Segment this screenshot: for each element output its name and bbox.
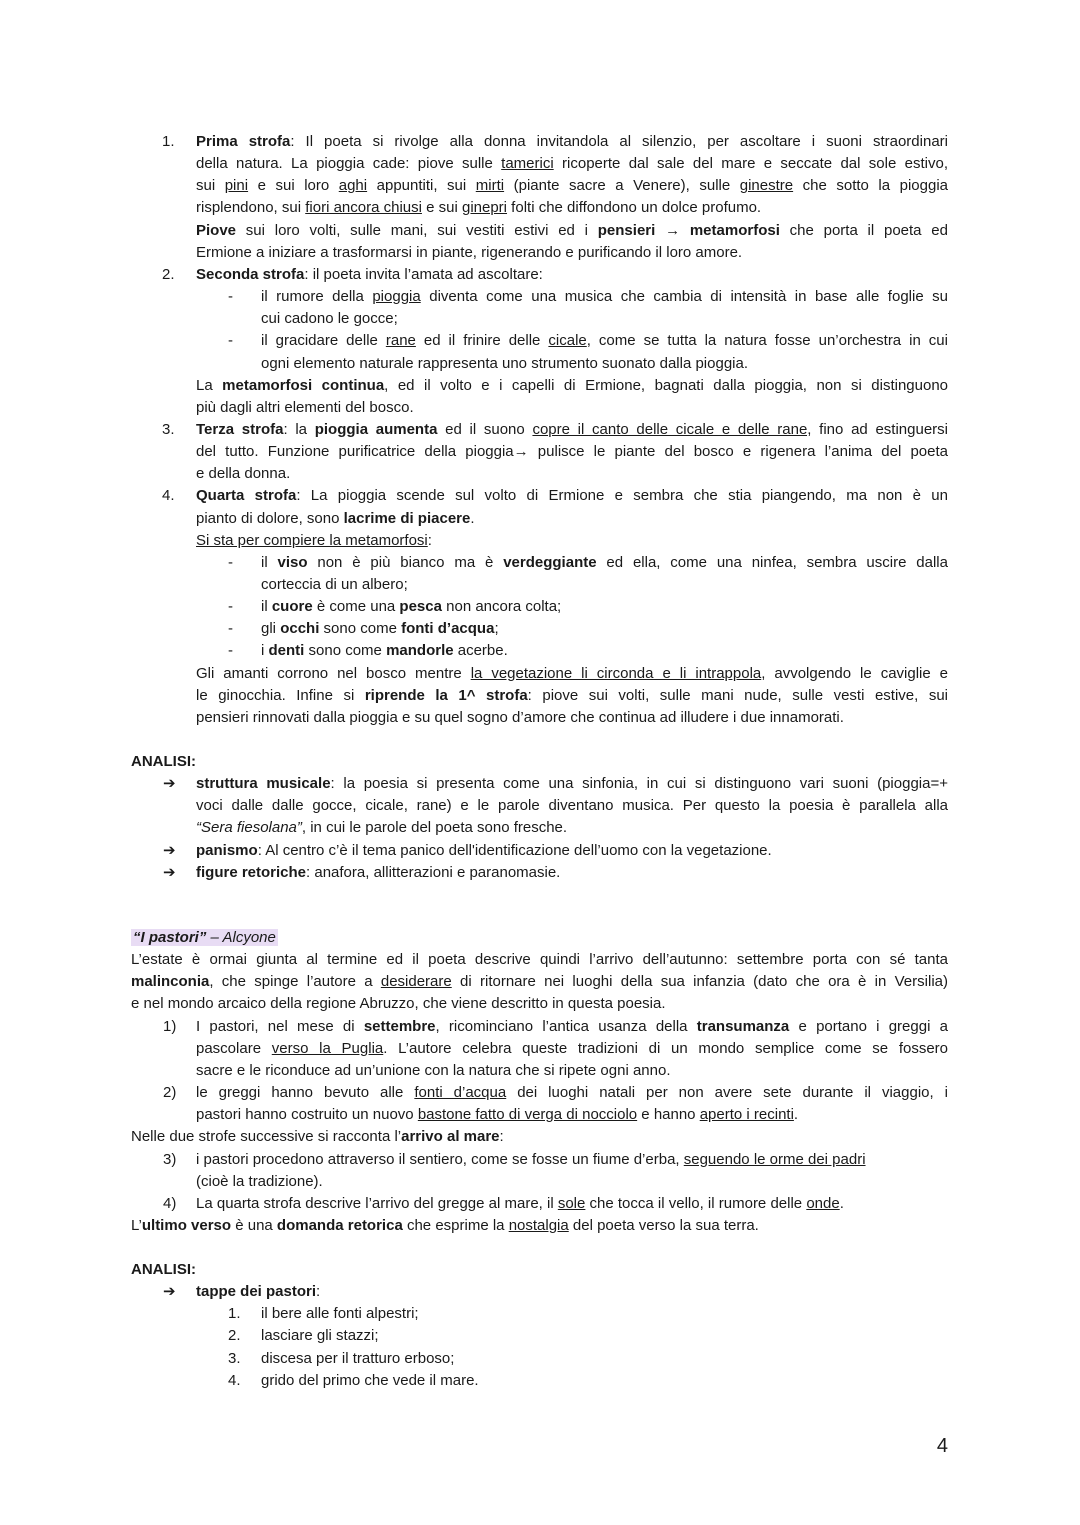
pastori-line: pastori hanno costruito un nuovo bastone fatto di verga di nocciolo e hanno aperto i recinti. bbox=[196, 1106, 799, 1124]
bullet-line: il viso non è più bianco ma è verdeggiante ed ella, come una ninfea, sembra uscire dalla bbox=[261, 553, 948, 571]
list-number: 1. bbox=[228, 1305, 241, 1323]
bullet-line: cui cadono le gocce; bbox=[261, 310, 398, 328]
list-number: 1) bbox=[163, 1017, 177, 1035]
dash-bullet: - bbox=[228, 288, 233, 306]
intro-line: L’estate è ormai giunta al termine ed il poeta descrive quindi l’arrivo dell’autunno: settembre porta con sé tanta bbox=[131, 951, 948, 969]
dash-bullet: - bbox=[228, 598, 233, 616]
text-line: più dagli altri elementi del bosco. bbox=[196, 398, 414, 416]
list-number: 2. bbox=[162, 265, 175, 283]
dash-bullet: - bbox=[228, 620, 233, 638]
bullet-line: il cuore è come una pesca non ancora colta; bbox=[261, 598, 562, 616]
dash-bullet: - bbox=[228, 642, 233, 660]
tappa-line: lasciare gli stazzi; bbox=[261, 1327, 379, 1345]
strofa-line: Ermione a iniziare a trasformarsi in piante, rigenerando e purificando il loro amore. bbox=[196, 243, 743, 261]
pastori-line: i pastori procedono attraverso il sentiero, come se fosse un fiume d’erba, seguendo le orme dei padri bbox=[196, 1150, 866, 1168]
analysis-line: tappe dei pastori: bbox=[196, 1283, 321, 1301]
bullet-line: ogni elemento naturale rappresenta uno strumento suonato dalla pioggia. bbox=[261, 354, 749, 372]
list-number: 4. bbox=[228, 1371, 241, 1389]
analysis-line: struttura musicale: la poesia si presenta come una sinfonia, in cui si distinguono vari suoni (pioggia=+ bbox=[196, 775, 948, 793]
list-number: 3. bbox=[162, 420, 175, 438]
dash-bullet: - bbox=[228, 553, 233, 571]
analysis-line: voci dalle dalle gocce, cicale, rane) e le parole diventano musica. Per questo la poesia è parallela alla bbox=[196, 797, 948, 815]
strofa-line: pianto di dolore, sono lacrime di piacere. bbox=[196, 509, 475, 527]
section-heading: ANALISI: bbox=[131, 1261, 196, 1278]
pastori-line: (cioè la tradizione). bbox=[196, 1172, 323, 1190]
list-number: 3. bbox=[228, 1349, 241, 1367]
pastori-line: le greggi hanno bevuto alle fonti d’acqua dei luoghi natali per non avere sete durante il viaggio, i bbox=[196, 1084, 948, 1102]
strofa-line: Seconda strofa: il poeta invita l’amata ad ascoltare: bbox=[196, 265, 543, 283]
list-number: 4) bbox=[163, 1194, 177, 1212]
arrow-icon: ➔ bbox=[163, 775, 176, 793]
strofa-line: Quarta strofa: La pioggia scende sul volto di Ermione e sembra che stia piangendo, ma non è un bbox=[196, 487, 948, 505]
strofa-line: Si sta per compiere la metamorfosi: bbox=[196, 531, 432, 549]
strofa-line: della natura. La pioggia cade: piove sulle tamerici ricoperte dal sale del mare e seccate dal sole estivo, bbox=[196, 155, 948, 173]
page-number: 4 bbox=[936, 1435, 948, 1457]
strofa-line: Piove sui loro volti, sulle mani, sui vestiti estivi ed i pensieri → metamorfosi che porta il poeta ed bbox=[196, 221, 948, 239]
bullet-line: corteccia di un albero; bbox=[261, 576, 408, 593]
strofa-line: sui pini e sui loro aghi appuntiti, sui mirti (piante sacre a Venere), sulle ginestre che sotto la pioggia bbox=[196, 177, 948, 195]
text-line: e della donna. bbox=[196, 465, 291, 483]
list-number: 2) bbox=[163, 1084, 177, 1102]
arrow-icon: ➔ bbox=[163, 841, 176, 859]
bullet-line: i denti sono come mandorle acerbe. bbox=[261, 642, 508, 660]
section-heading: ANALISI: bbox=[131, 753, 196, 770]
text-line: La metamorfosi continua, ed il volto e i capelli di Ermione, bagnati dalla pioggia, non si distinguono bbox=[196, 376, 948, 394]
text-line: Gli amanti corrono nel bosco mentre la vegetazione li circonda e li intrappola, avvolgendo le caviglie e bbox=[196, 664, 949, 682]
pastori-mid: Nelle due strofe successive si racconta l’arrivo al mare: bbox=[131, 1128, 504, 1146]
arrow-icon: ➔ bbox=[163, 1283, 176, 1301]
text-line: pensieri rinnovati dalla pioggia e su quel sogno d’amore che continua ad illudere i due innamorati. bbox=[196, 708, 844, 726]
pastori-line: sacre e le riconduce ad un’unione con la natura che si ripete ogni anno. bbox=[196, 1061, 671, 1079]
pastori-line: pascolare verso la Puglia. L’autore celebra queste tradizioni di un mondo semplice come se fossero bbox=[196, 1039, 949, 1057]
pastori-line: La quarta strofa descrive l’arrivo del gregge al mare, il sole che tocca il vello, il rumore delle onde. bbox=[196, 1194, 844, 1212]
analysis-line: figure retoriche: anafora, allitterazioni e paranomasie. bbox=[196, 863, 561, 881]
analysis-line: panismo: Al centro c’è il tema panico dell'identificazione dell’uomo con la vegetazione. bbox=[196, 841, 772, 859]
tappa-line: discesa per il tratturo erboso; bbox=[261, 1349, 455, 1367]
dash-bullet: - bbox=[228, 332, 233, 350]
intro-line: malinconia, che spinge l’autore a desiderare di ritornare nei luoghi della sua infanzia (dato che ora è in Versilia) bbox=[131, 973, 948, 991]
strofa-line: Prima strofa: Il poeta si rivolge alla donna invitandola al silenzio, per ascoltare i suoni straordinari bbox=[196, 133, 948, 150]
bullet-line: gli occhi sono come fonti d’acqua; bbox=[261, 620, 499, 638]
text-line: del tutto. Funzione purificatrice della pioggia→ pulisce le piante del bosco e rigenera l’anima del poeta bbox=[196, 443, 948, 461]
list-number: 4. bbox=[162, 487, 175, 505]
pastori-last: L’ultimo verso è una domanda retorica che esprime la nostalgia del poeta verso la sua terra. bbox=[131, 1216, 759, 1234]
strofa-line: risplendono, sui fiori ancora chiusi e sui ginepri folti che diffondono un dolce profumo. bbox=[196, 199, 762, 217]
text-line: Terza strofa: la pioggia aumenta ed il suono copre il canto delle cicale e delle rane, fino ad estinguersi bbox=[196, 420, 948, 438]
tappa-line: grido del primo che vede il mare. bbox=[261, 1371, 479, 1389]
arrow-icon: ➔ bbox=[163, 863, 176, 881]
intro-line: e nel mondo arcaico della regione Abruzzo, che viene descritto in questa poesia. bbox=[131, 995, 666, 1013]
pastori-line: I pastori, nel mese di settembre, ricominciano l’antica usanza della transumanza e portano i greggi a bbox=[196, 1017, 948, 1035]
tappa-line: il bere alle fonti alpestri; bbox=[261, 1305, 419, 1323]
analysis-line: “Sera fiesolana”, in cui le parole del poeta sono fresche. bbox=[196, 819, 568, 837]
list-number: 1. bbox=[162, 133, 175, 150]
list-number: 3) bbox=[163, 1150, 177, 1168]
bullet-line: il rumore della pioggia diventa come una musica che cambia di intensità in base alle foglie su bbox=[261, 288, 948, 306]
poem-title-highlight: “I pastori” – Alcyone bbox=[133, 929, 276, 946]
bullet-line: il gracidare delle rane ed il frinire delle cicale, come se tutta la natura fosse un’orchestra in cui bbox=[261, 332, 948, 350]
poem-title bbox=[131, 928, 278, 948]
text-line: le ginocchia. Infine si riprende la 1^ strofa: piove sui volti, sulle mani nude, sulle vesti estive, sui bbox=[196, 686, 948, 704]
list-number: 2. bbox=[228, 1327, 241, 1345]
